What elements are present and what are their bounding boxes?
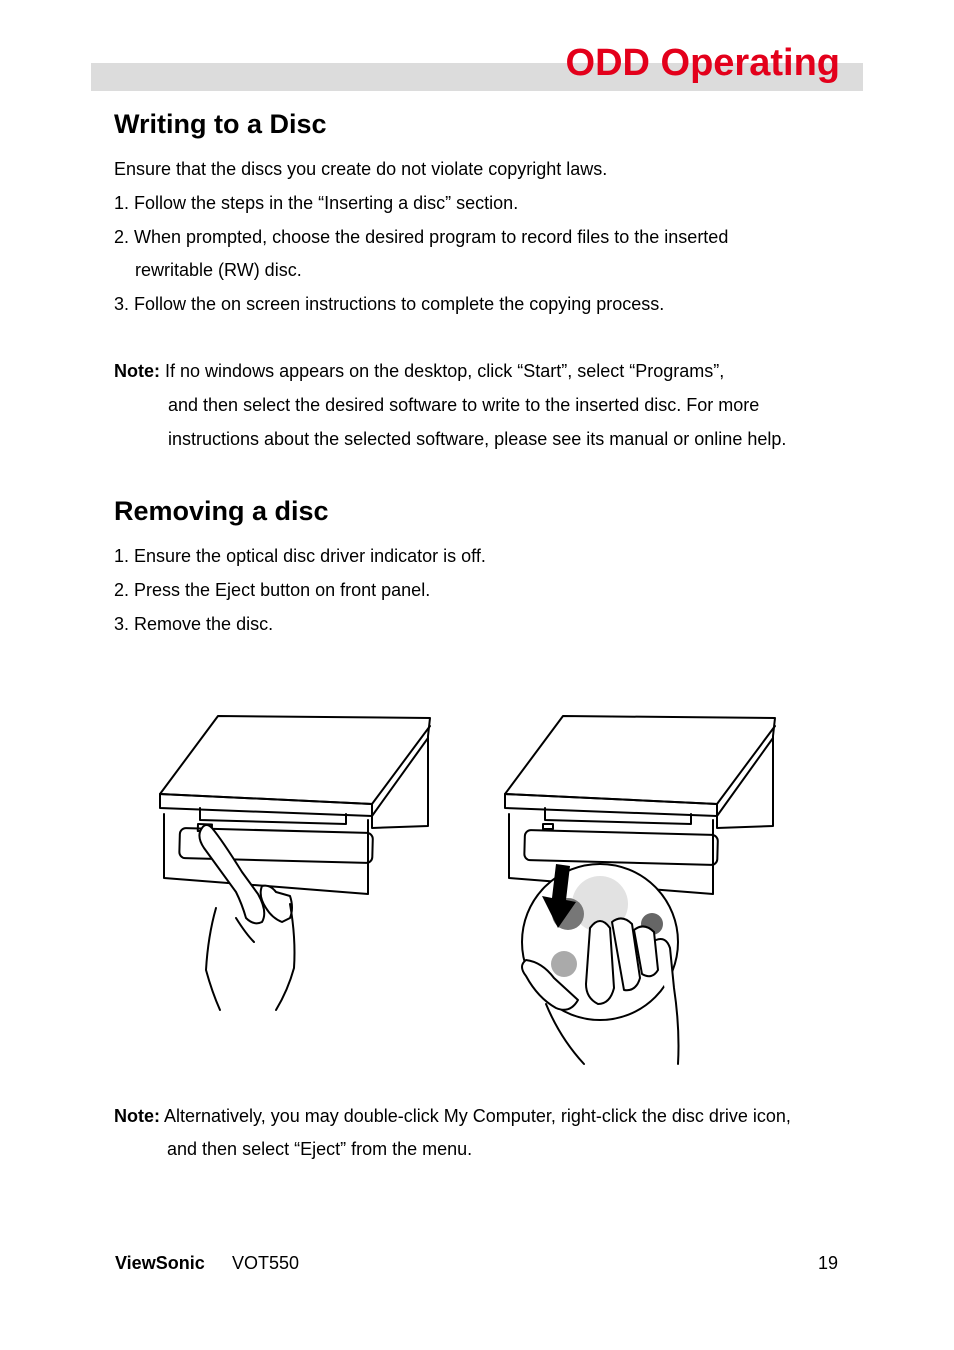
device-pressing-eject xyxy=(160,716,430,1010)
writing-intro: Ensure that the discs you create do not violate copyright laws. xyxy=(114,159,608,179)
chapter-title: ODD Operating xyxy=(565,42,840,84)
disc-in-hand xyxy=(522,864,679,1064)
section-title-writing: Writing to a Disc xyxy=(114,109,327,139)
writing-note-cont-1: and then select the desired software to write to the inserted disc. For more xyxy=(168,395,760,415)
note-label: Note: xyxy=(114,361,160,381)
footer-model: VOT550 xyxy=(232,1253,300,1273)
removing-step-3: 3. Remove the disc. xyxy=(114,614,274,634)
writing-note-text: If no windows appears on the desktop, click “Start”, select “Programs”, xyxy=(165,361,725,381)
device-removing-disc xyxy=(505,716,775,894)
removing-note-text: Alternatively, you may double-click My Computer, right-click the disc drive icon, xyxy=(164,1106,791,1126)
writing-step-2: 2. When prompted, choose the desired program to record files to the inserted xyxy=(114,227,729,247)
writing-step-1: 1. Follow the steps in the “Inserting a disc” section. xyxy=(114,193,519,213)
note-label: Note: xyxy=(114,1106,160,1126)
writing-note xyxy=(114,360,724,382)
removing-step-2: 2. Press the Eject button on front panel. xyxy=(114,580,431,600)
section-title-removing: Removing a disc xyxy=(114,496,329,526)
page-number: 19 xyxy=(817,1253,838,1273)
removing-step-1: 1. Ensure the optical disc driver indicator is off. xyxy=(114,546,486,566)
footer-brand: ViewSonic xyxy=(115,1253,205,1273)
writing-step-3: 3. Follow the on screen instructions to complete the copying process. xyxy=(114,294,665,314)
writing-note-cont-2: instructions about the selected software, please see its manual or online help. xyxy=(168,429,787,449)
removing-note-cont: and then select “Eject” from the menu. xyxy=(167,1139,473,1159)
writing-step-2-cont: rewritable (RW) disc. xyxy=(135,260,302,280)
disc-removal-illustration xyxy=(150,708,790,1070)
removing-note xyxy=(114,1105,791,1127)
